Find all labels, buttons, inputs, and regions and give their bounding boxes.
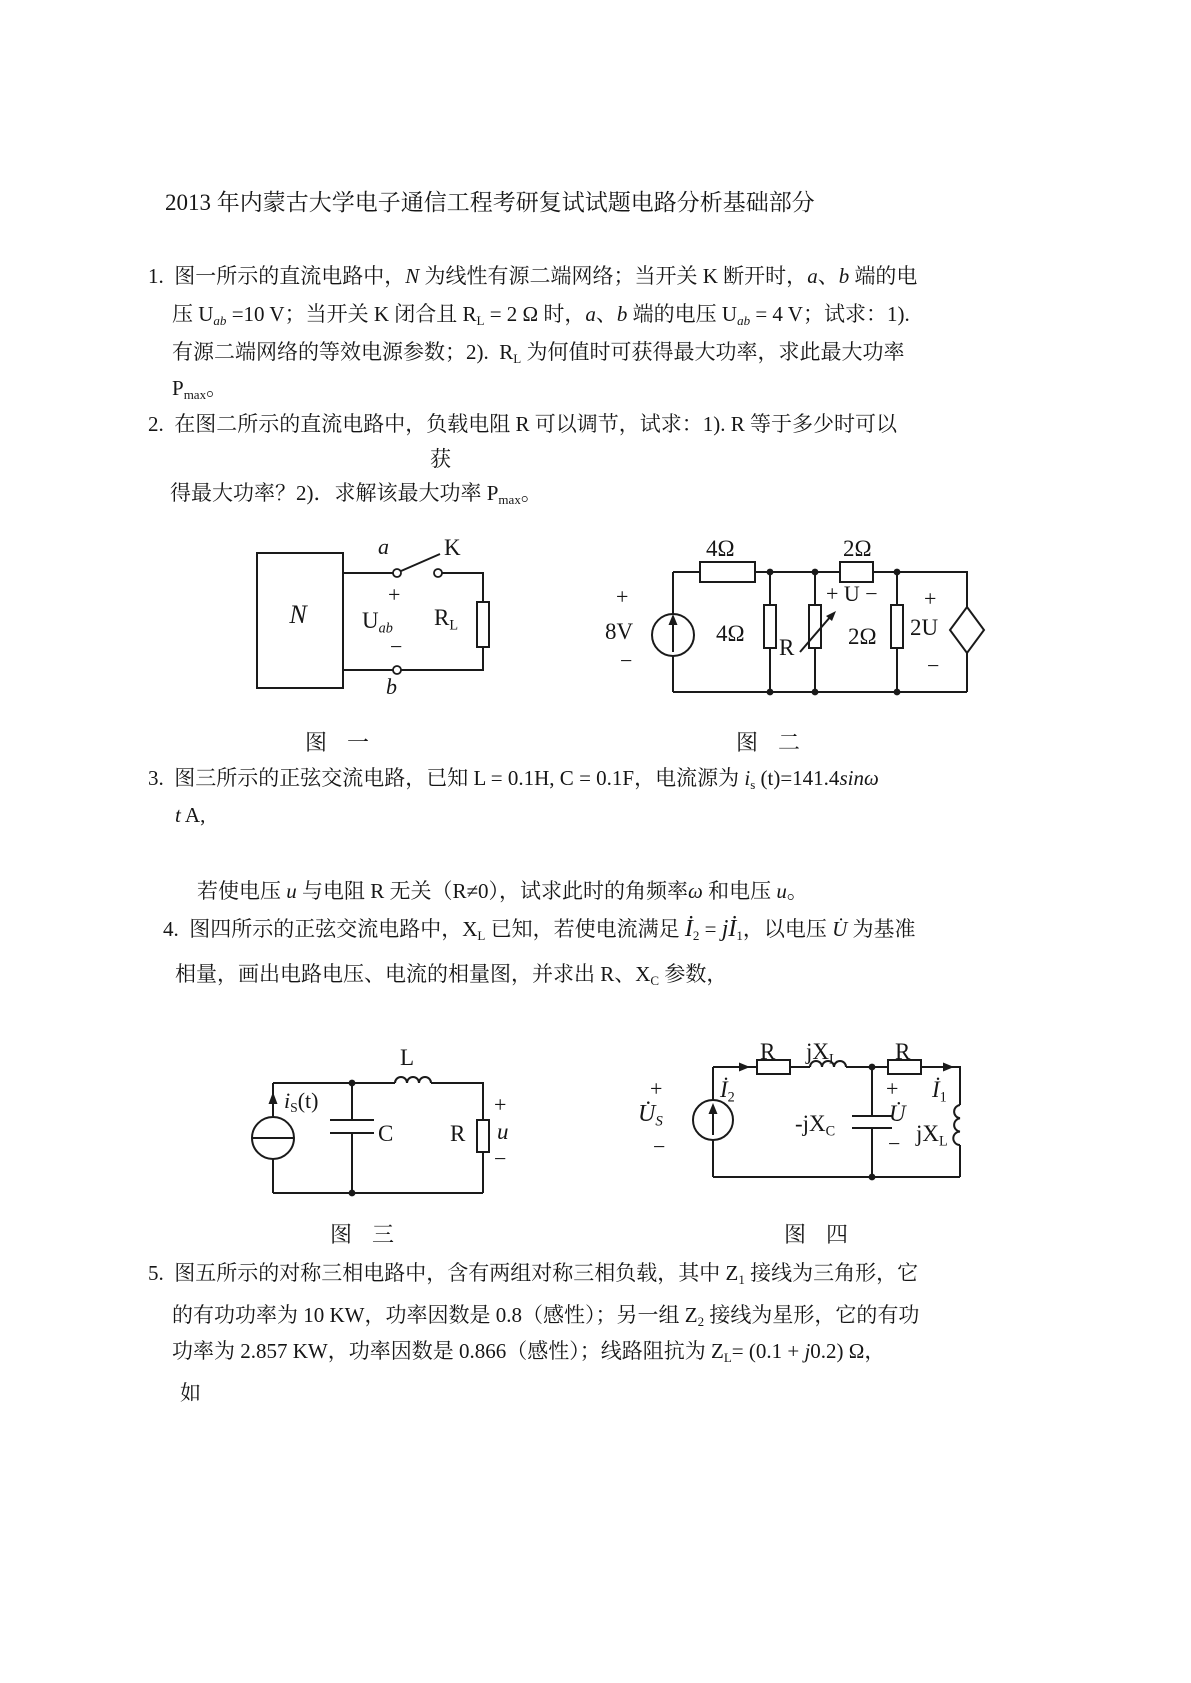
fig4-label-jXL-right: $jX_L$ xyxy=(916,1121,948,1150)
switch-K xyxy=(401,554,440,571)
capacitor-C xyxy=(330,1083,374,1193)
fig2-label-2ohm-vert: 2Ω xyxy=(848,624,877,649)
q2-line-1: 2. 在图二所示的直流电路中，负载电阻 R 可以调节，试求：1). R 等于多少时可以 xyxy=(148,412,898,436)
q4-line-2: 相量，画出电路电压、电流的相量图，并求出 R、$X_C$ 参数， xyxy=(175,962,728,988)
fig4-label-R2: R xyxy=(895,1039,911,1064)
inductor-jXL-shunt xyxy=(953,1105,960,1145)
q1-line-3: 有源二端网络的等效电源参数；2). $R_L$ 为何值时可获得最大功率，求此最大功率 xyxy=(172,340,905,366)
fig1-label-plus: + xyxy=(388,582,401,607)
figure-2-caption: 图 二 xyxy=(736,730,804,755)
q3-line-2: t A, xyxy=(175,803,206,827)
q1-line-1: 1. 图一所示的直流电路中，N 为线性有源二端网络；当开关 K 断开时，a、b 端的电 xyxy=(148,264,918,288)
fig1-label-Uab: $U_{ab}$ xyxy=(362,608,393,637)
terminal-a xyxy=(393,569,401,577)
fig1-label-minus: − xyxy=(390,634,403,659)
fig4-label-I1: $İ_1$ xyxy=(932,1077,947,1106)
resistor-4ohm-series xyxy=(700,562,755,582)
fig2-label-U-mid: + U − xyxy=(826,581,878,606)
fig2-label-2ohm-top: 2Ω xyxy=(843,536,872,561)
q2-line-2: 获 xyxy=(430,447,451,471)
fig3-label-L: L xyxy=(400,1045,415,1070)
fig2-label-R: R xyxy=(779,635,795,660)
q5-line-2: 的有功功率为 10 KW，功率因数是 0.8（感性）；另一组 $Z_2$ 接线为星形，它的有功 xyxy=(172,1303,920,1329)
resistor-2ohm-shunt xyxy=(891,605,903,648)
fig2-label-2U: 2U xyxy=(910,615,939,640)
fig4-label-mjXC: $-jX_C$ xyxy=(795,1111,836,1140)
q4-line-1: 4. 图四所示的正弦交流电路中，$X_L$ 已知，若使电流满足 $İ_2$ = $jİ_1$，以电压 U̇ 为基准 xyxy=(163,916,916,943)
fig1-label-a: a xyxy=(378,534,389,559)
q1-line-2: 压 $U_{ab} =10$ V；当开关 K 闭合且 $R_L = 2$ Ω 时，a、b 端的电压 $U_{ab} = 4$ V；试求：1). xyxy=(172,302,910,328)
dependent-source-2U xyxy=(950,607,984,653)
fig3-label-plus: + xyxy=(494,1092,507,1117)
fig3-label-is: $i_S(t)$ xyxy=(284,1088,319,1116)
figure-3-caption: 图 三 xyxy=(330,1222,398,1247)
figure-1-caption: 图 一 xyxy=(305,730,373,755)
fig1-label-RL: $R_L$ xyxy=(434,605,459,634)
q1-line-4: $P_{max}$。 xyxy=(172,376,228,402)
q3-line-1: 3. 图三所示的正弦交流电路，已知 L = 0.1H, C = 0.1F，电流源为 $i_s$ (t)=141.4sinω xyxy=(148,766,879,792)
fig4-label-U-plus: + xyxy=(886,1076,899,1101)
fig3-label-R: R xyxy=(450,1121,466,1146)
fig2-label-dep-minus: − xyxy=(927,653,940,678)
fig2-label-4ohm-top: 4Ω xyxy=(706,536,735,561)
inductor-L xyxy=(395,1077,431,1083)
figure-4-caption: 图 四 xyxy=(784,1222,852,1247)
q2-line-3: 得最大功率？2)．求解该最大功率 $P_{max}$。 xyxy=(170,481,542,507)
resistor-2ohm-series xyxy=(840,562,873,582)
resistor-RL xyxy=(477,602,489,647)
fig4-label-Us: $U̇_S$ xyxy=(638,1101,663,1130)
fig1-label-N: N xyxy=(289,600,307,629)
q5-line-1: 5. 图五所示的对称三相电路中，含有两组对称三相负载，其中 $Z_1$ 接线为三角形，它 xyxy=(148,1261,919,1287)
fig3-label-C: C xyxy=(378,1121,394,1146)
fig4-label-I2: $İ_2$ xyxy=(720,1077,735,1106)
fig4-label-U: U̇ xyxy=(889,1101,906,1126)
figure-2-circuit xyxy=(565,530,1005,705)
fig4-label-U-minus: − xyxy=(888,1131,901,1156)
fig3-label-u: u xyxy=(497,1119,509,1144)
fig4-label-plus: + xyxy=(650,1076,663,1101)
resistor-R xyxy=(477,1120,489,1152)
q5-line-3: 功率为 2.857 KW，功率因数是 0.866（感性）；线路阻抗为 $Z_L= (0.1 + j0.2)$ Ω， xyxy=(172,1339,886,1365)
fig1-label-K: K xyxy=(444,535,461,560)
fig2-label-4ohm-vert: 4Ω xyxy=(716,621,745,646)
page-title: 2013 年内蒙古大学电子通信工程考研复试试题电路分析基础部分 xyxy=(165,190,815,215)
terminal-b xyxy=(393,666,401,674)
fig2-label-plus: + xyxy=(616,584,629,609)
switch-terminal xyxy=(434,569,442,577)
fig2-label-minus: − xyxy=(620,648,633,673)
q3-line-3: 若使电压 u 与电阻 R 无关（R≠0），试求此时的角频率ω 和电压 u。 xyxy=(197,879,808,903)
resistor-R-adjustable xyxy=(809,605,821,648)
fig1-label-b: b xyxy=(386,674,397,699)
fig2-label-8V: 8V xyxy=(605,619,634,644)
resistor-4ohm-shunt xyxy=(764,605,776,648)
fig3-label-minus: − xyxy=(494,1146,507,1171)
fig4-label-R1: R xyxy=(760,1039,776,1064)
fig2-label-dep-plus: + xyxy=(924,586,937,611)
fig4-label-jXL-top: $jX_L$ xyxy=(806,1039,838,1068)
q5-line-4: 如 xyxy=(180,1381,201,1405)
fig4-label-minus: − xyxy=(653,1134,666,1159)
